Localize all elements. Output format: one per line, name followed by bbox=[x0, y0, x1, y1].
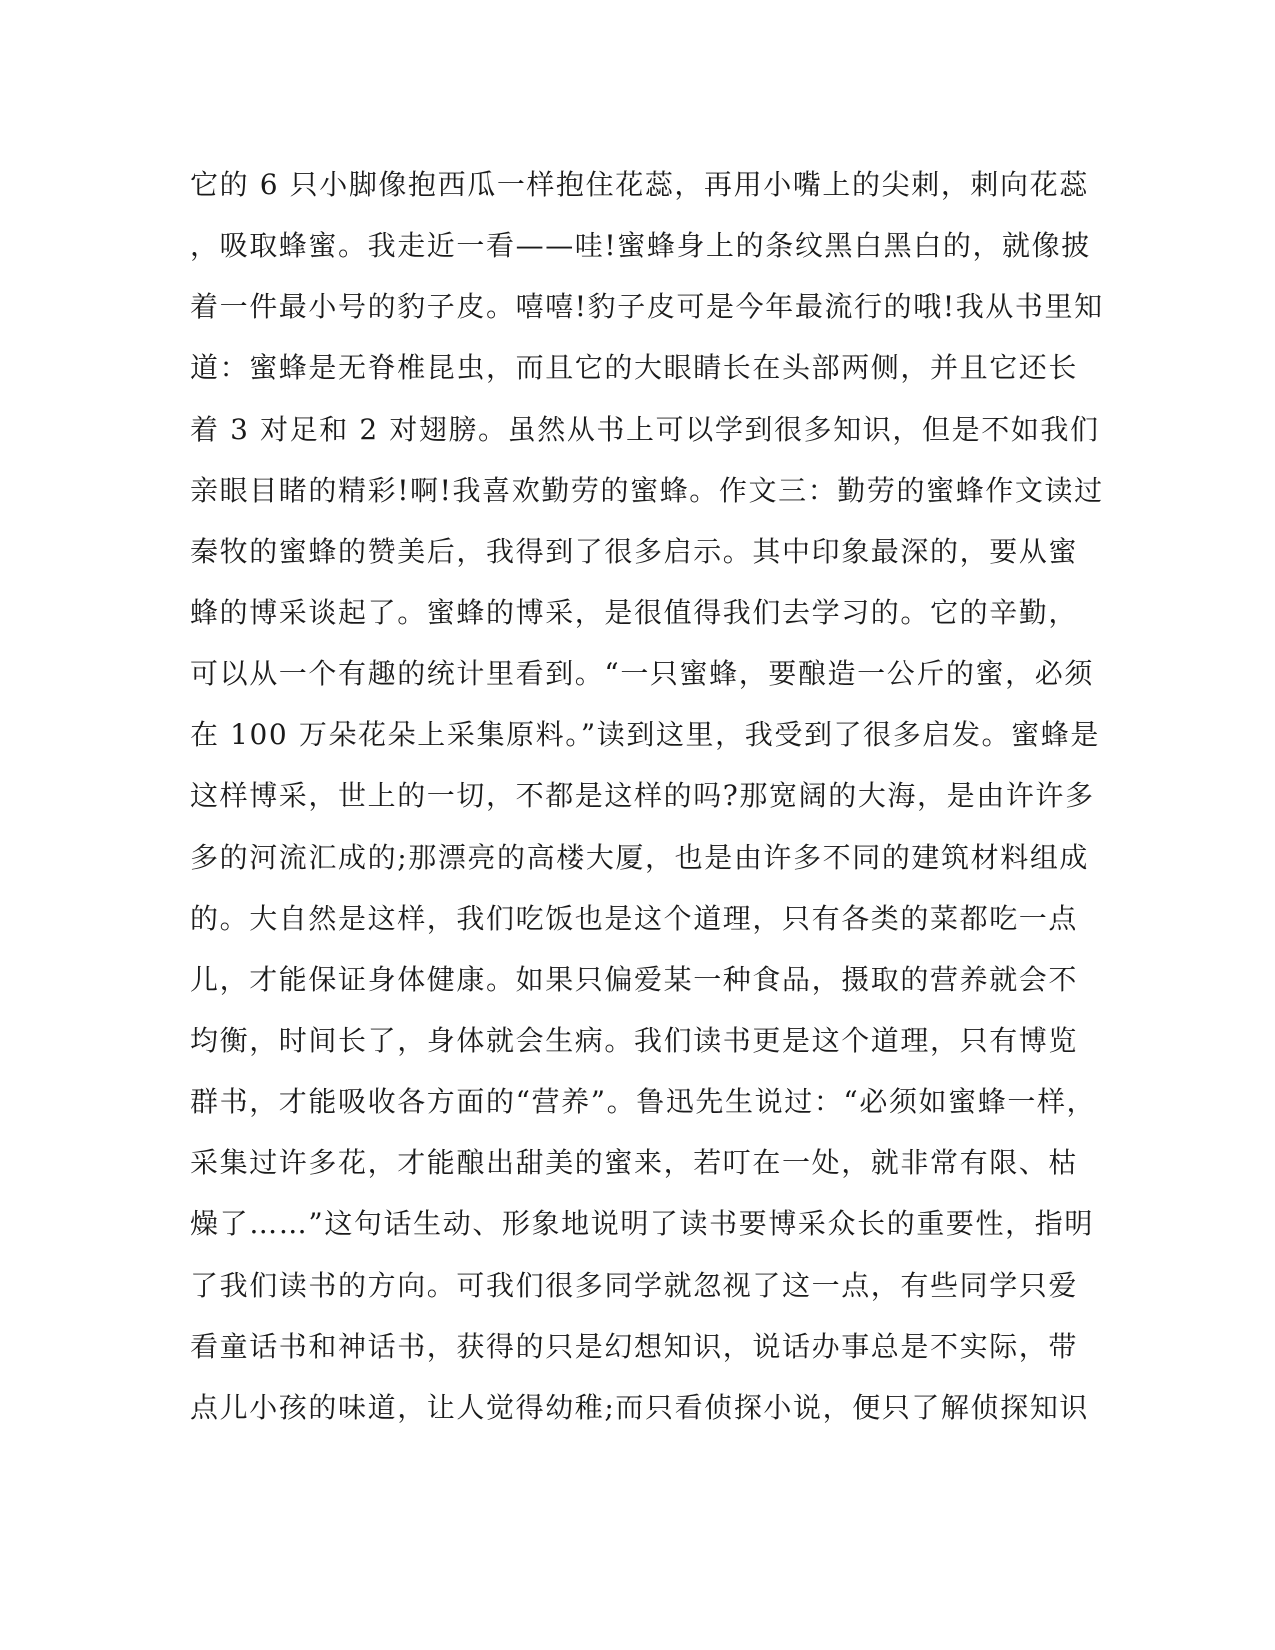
text-line: 它的 6 只小脚像抱西瓜一样抱住花蕊，再用小嘴上的尖刺，刺向花蕊 bbox=[190, 168, 1089, 201]
text-line: 看童话书和神话书，获得的只是幻想知识，说话办事总是不实际，带 bbox=[190, 1329, 1079, 1363]
text-line: 这样博采，世上的一切，不都是这样的吗?那宽阔的大海，是由许许多 bbox=[190, 779, 1095, 813]
text-line: 着 3 对足和 2 对翅膀。虽然从书上可以学到很多知识，但是不如我们 bbox=[190, 412, 1100, 446]
text-line: 可以从一个有趣的统计里看到。“一只蜜蜂，要酿造一公斤的蜜，必须 bbox=[190, 657, 1094, 691]
text-line: 多的河流汇成的;那漂亮的高楼大厦，也是由许多不同的建筑材料组成 bbox=[190, 840, 1090, 874]
text-line: 燥了……”这句话生动、形象地说明了读书要博采众长的重要性，指明 bbox=[190, 1207, 1094, 1241]
text-line: 均衡，时间长了，身体就会生病。我们读书更是这个道理，只有博览 bbox=[190, 1023, 1079, 1057]
text-line: 的。大自然是这样，我们吃饭也是这个道理，只有各类的菜都吃一点 bbox=[190, 901, 1079, 935]
text-line: 群书，才能吸收各方面的“营养”。鲁迅先生说过：“必须如蜜蜂一样， bbox=[190, 1085, 1097, 1119]
text-line: 蜂的博采谈起了。蜜蜂的博采，是很值得我们去学习的。它的辛勤， bbox=[190, 595, 1079, 629]
text-line: 道：蜜蜂是无脊椎昆虫，而且它的大眼睛长在头部两侧，并且它还长 bbox=[190, 351, 1079, 385]
text-line: 在 100 万朵花朵上采集原料。”读到这里，我受到了很多启发。蜜蜂是 bbox=[190, 718, 1100, 752]
text-line: 了我们读书的方向。可我们很多同学就忽视了这一点，有些同学只爱 bbox=[190, 1268, 1079, 1302]
text-line: 采集过许多花，才能酿出甜美的蜜来，若叮在一处，就非常有限、枯 bbox=[190, 1146, 1079, 1180]
text-line: 儿，才能保证身体健康。如果只偏爱某一种食品，摄取的营养就会不 bbox=[190, 962, 1079, 996]
text-line: ，吸取蜂蜜。我走近一看——哇!蜜蜂身上的条纹黑白黑白的，就像披 bbox=[190, 229, 1091, 263]
text-line: 点儿小孩的味道，让人觉得幼稚;而只看侦探小说，便只了解侦探知识 bbox=[190, 1390, 1090, 1424]
text-line: 秦牧的蜜蜂的赞美后，我得到了很多启示。其中印象最深的，要从蜜 bbox=[190, 534, 1079, 568]
body-text bbox=[190, 166, 1104, 1450]
text-line: 着一件最小号的豹子皮。嘻嘻!豹子皮可是今年最流行的哦!我从书里知 bbox=[190, 290, 1104, 324]
text-line: 亲眼目睹的精彩!啊!我喜欢勤劳的蜜蜂。作文三：勤劳的蜜蜂作文读过 bbox=[190, 473, 1104, 507]
